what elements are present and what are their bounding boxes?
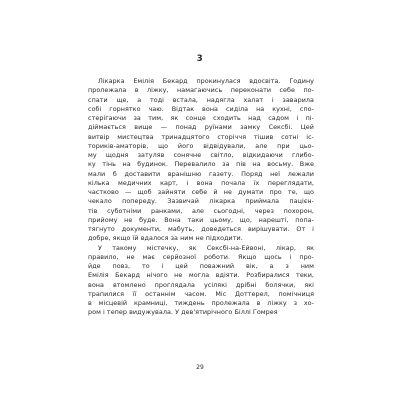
text-line: У такому містечку, як Сексбі-на-Ейвоні, лікар, як [98,243,314,252]
chapter-number: 3 [196,54,204,64]
text-line: вона втомлено проглядала усілякі дрібні болячки, які [88,280,314,289]
text-line: пролежала в ліжку, намагаючись переконати себе по- [88,86,314,95]
text-line: ром і тепер видужувала. У дев'ятирічного Біллі Гомрея [88,308,278,317]
page-number: 29 [196,364,204,371]
text-line: мали б доставити вранішню газету. Поряд неї лежали [88,169,314,178]
text-line: частково — щоб зайняти себе й не думати про те, що [88,188,314,196]
body-text [88,77,314,318]
text-line: діймається вище — понад руїнами замку Сексбі. Цей [88,123,314,132]
text-line: тягнуто документи, мабуть, доведеться вирішувати. От і [88,225,314,233]
text-line: йде повз, то і цей поважний вік, а з ним [88,262,314,270]
text-line: Емілія Бекард нічого не могла вдіяти. Розбиралися теки, [88,271,314,280]
text-line: чекало попереду. Зазвичай лікарка приймала пацієн- [88,197,314,206]
paragraph-1 [88,77,314,244]
text-line: витвір мистецтва тринадцятого сторіччя тішив сотні іс- [88,132,314,141]
text-line: правило, не має серйозної роботи. Якщо щось і про- [88,252,314,261]
text-line: Лікарка Емілія Бекард прокинулася вдосвіта. Годину [98,77,314,85]
text-line: ку тінь на будинок. Перевалило за пів на восьму. Вже [88,160,314,169]
text-line: спати ще, а тоді встала, надягла халат і заварила [88,95,314,104]
text-line: му щодня затуляв сонячне світло, відкидаючи глибо- [88,151,314,159]
text-line: трапилися її останнім часом. Міс Доттерел, помічниця [88,289,314,298]
text-line: ториків-аматорів, що його відвідували, але при цьо- [88,141,314,150]
paragraph-2 [88,244,314,318]
text-line: стерігаючи за тим, як сонце сходить над садом і пі- [88,114,314,122]
text-line: тів суботніми ранками, але сьогодні, через похорон, [88,206,314,215]
text-line: добре, якщо їй вдалося за ним не підходити. [88,234,243,243]
text-line: собі горнятко чаю. Відтак вона сиділа на кухні, спо- [88,104,314,113]
text-line: прийому не буде. Вона таки цьому, що, нарешті, попа- [88,215,314,224]
text-line: в місцевій крамниці, тиждень пролежала в ліжку з хо- [88,299,314,307]
text-line: кілька медичних карт, і вона почала їх переглядати, [88,178,314,187]
